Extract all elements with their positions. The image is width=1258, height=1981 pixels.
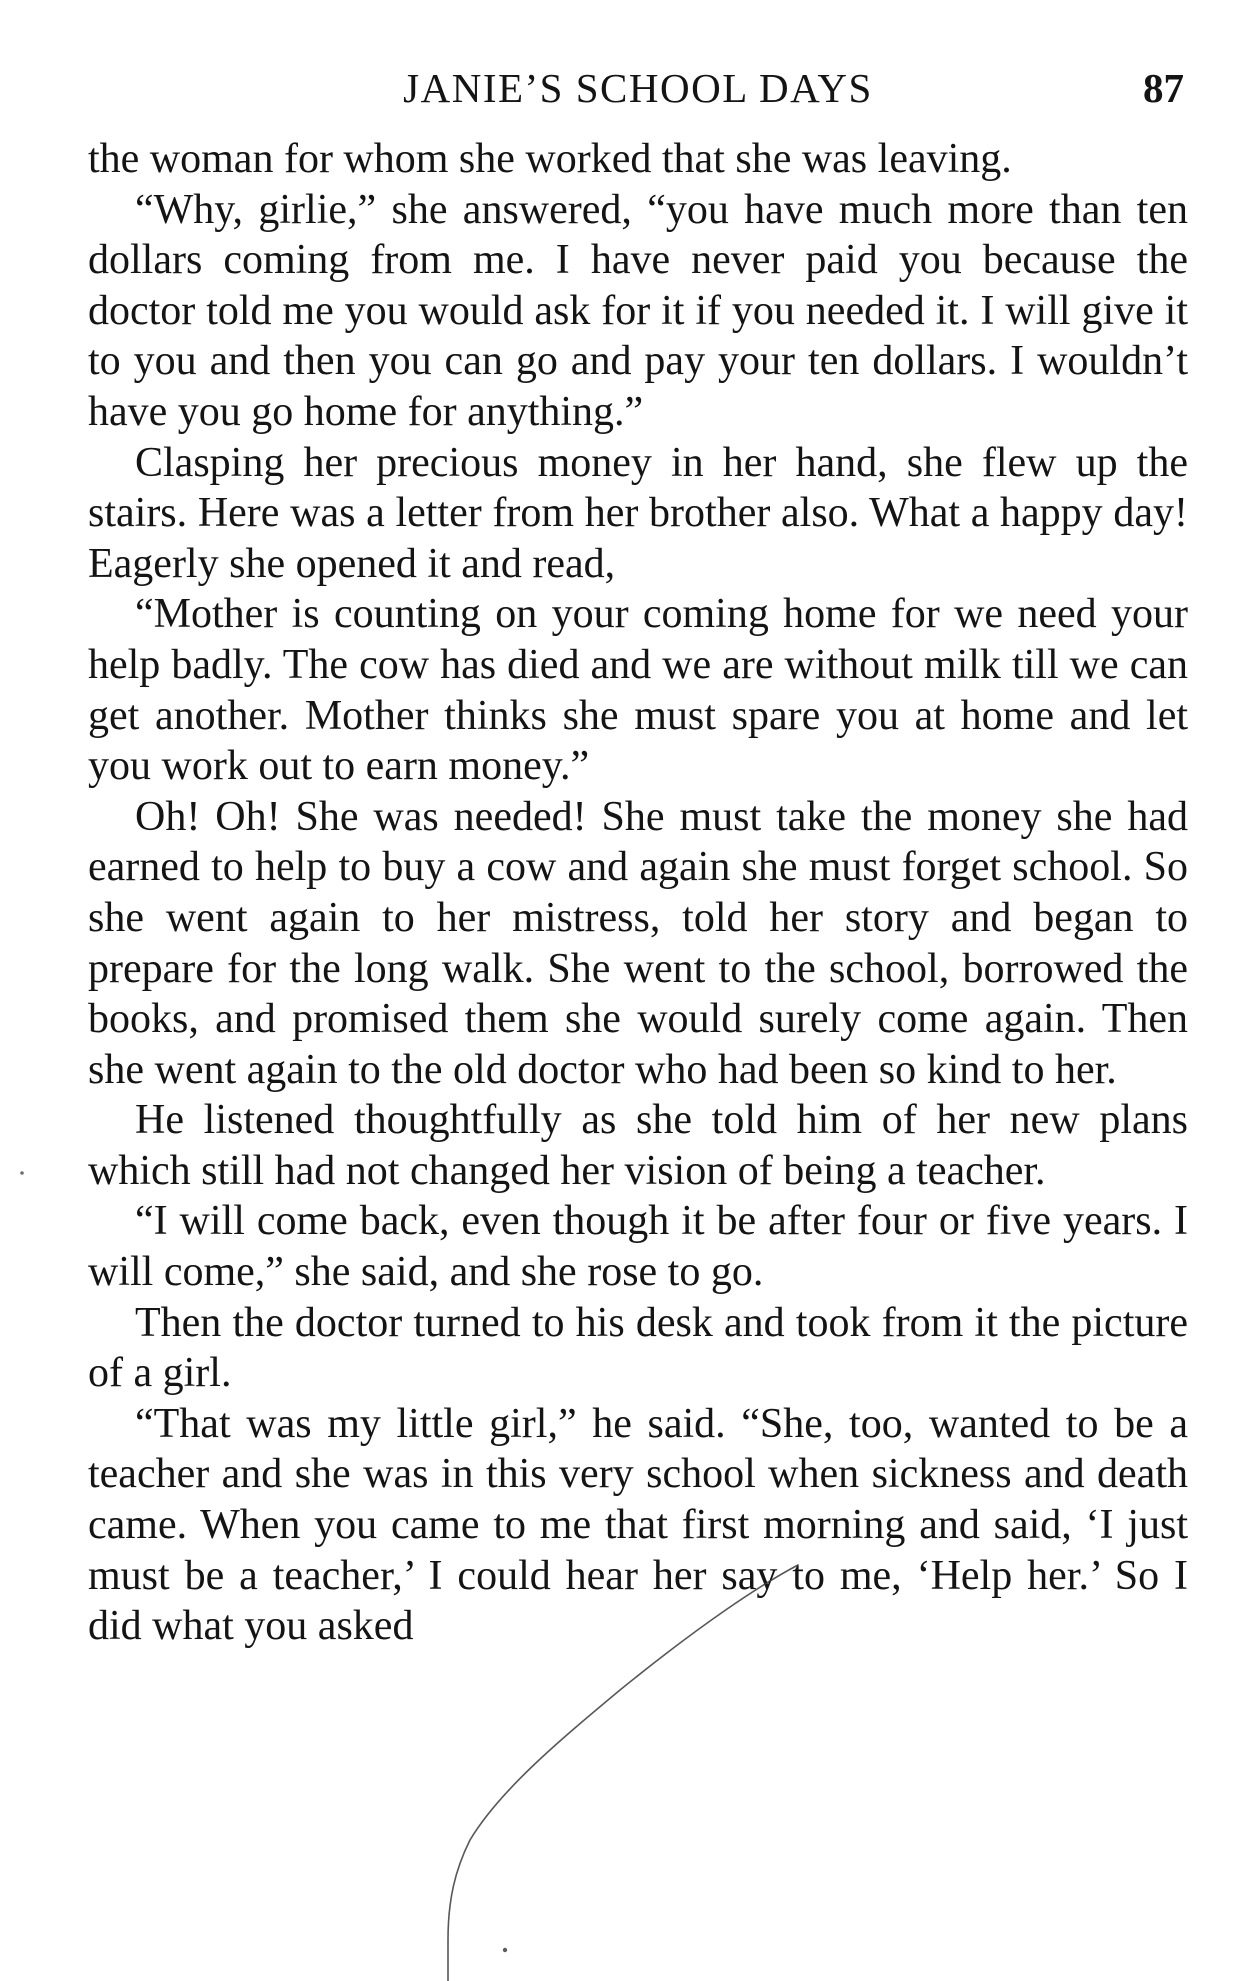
paragraph-8: Then the doctor turned to his desk and took from it the picture of a girl. [88, 1299, 1188, 1397]
page-number: 87 [1143, 65, 1184, 111]
running-header [88, 58, 1188, 118]
body-text [88, 134, 1188, 1652]
running-title: JANIE’S SCHOOL DAYS [403, 65, 873, 111]
paragraph-2: “Why, girlie,” she answered, “you have much more than ten dollars coming from me. I have never paid you because the doctor told me you would ask for it if you needed it. I will give it to you and then you can go and pay your ten dollars. I wouldn’t have you go home for anything.” [88, 186, 1188, 435]
paragraph-1: the woman for whom she worked that she was leaving. [88, 136, 1012, 182]
paragraph-9: “That was my little girl,” he said. “She, too, wanted to be a teacher and she was in this very school when sickness and death came. When you came to me that first morning and said, ‘I just must be a teacher,’ I could hear her say to me, ‘Help her.’ So I did what you asked [88, 1400, 1188, 1650]
paragraph-7: “I will come back, even though it be after four or five years. I will come,” she said, and she rose to go. [88, 1198, 1188, 1296]
paragraph-4: “Mother is counting on your coming home for we need your help badly. The cow has died and we are without milk till we can get another. Mother thinks she must spare you at home and let you work out to earn money.” [88, 591, 1188, 790]
paragraph-5: Oh! Oh! She was needed! She must take the money she had earned to help to buy a cow and again she must forget school. So she went again to her mistress, told her story and began to prepare for the long walk. She went to the school, borrowed the books, and promised them she would surely come again. Then she went again to the old doctor who had been so kind to her. [88, 793, 1188, 1093]
paragraph-3: Clasping her precious money in her hand, she flew up the stairs. Here was a letter from her brother also. What a happy day! Eagerly she opened it and read, [88, 439, 1188, 587]
paragraph-6: He listened thoughtfully as she told him of her new plans which still had not changed her vision of being a teacher. [88, 1097, 1188, 1194]
